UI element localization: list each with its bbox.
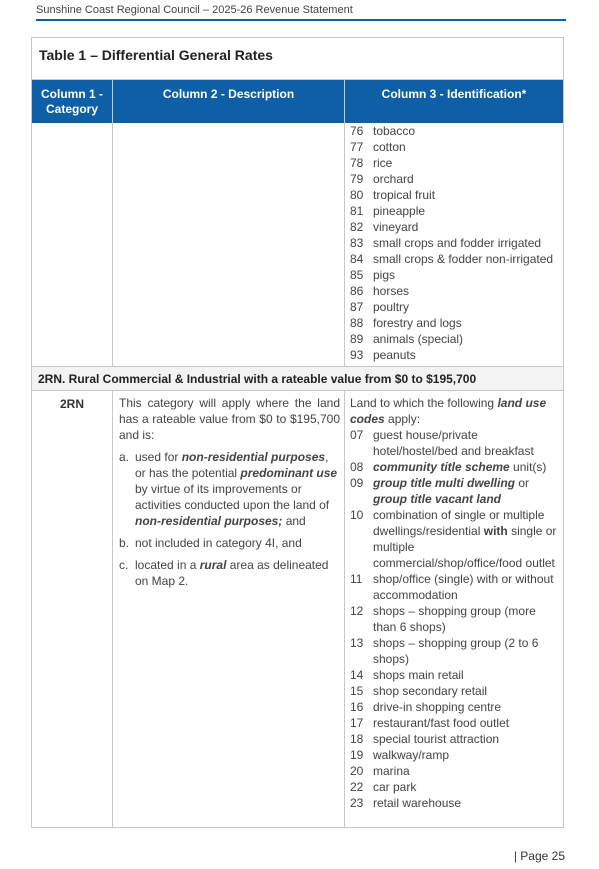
document-header: Sunshine Coast Regional Council – 2025-26 Revenue Statement: [36, 4, 566, 21]
code-line-19: 19 walkway/ramp: [350, 748, 450, 762]
column-header-category: Column 1 - Category: [32, 80, 113, 123]
code-line-85: 85 pigs: [350, 268, 396, 282]
table-row-2rn: [32, 391, 563, 828]
item-a-text: used for non-residential purposes, or has the potential predominant use by virtue of its improvements or activities conducted upon the land of non-residential purposes; and: [135, 450, 338, 528]
code-line-10: 10 combination of single or multiple dwellings/residential with single or multiple commercial/shop/office/food outlet: [350, 508, 557, 570]
table-title: Table 1 – Differential General Rates: [32, 38, 563, 80]
item-c-text: located in a rural area as delineated on Map 2.: [135, 558, 329, 588]
page-number: | Page 25: [513, 849, 565, 863]
code-line-87: 87 poultry: [350, 300, 410, 314]
description-item-c: [119, 557, 340, 589]
code-line-88: 88 forestry and logs: [350, 316, 462, 330]
code-line-15: 15 shop secondary retail: [350, 684, 488, 698]
code-line-16: 16 drive-in shopping centre: [350, 700, 502, 714]
code-line-11: 11 shop/office (single) with or without accommodation: [350, 572, 554, 602]
description-item-a: [119, 449, 340, 529]
code-line-79: 79 orchard: [350, 172, 414, 186]
code-line-13: 13 shops – shopping group (2 to 6 shops): [350, 636, 539, 666]
description-cell-2rn: [113, 391, 345, 828]
item-b-text: not included in category 4I, and: [135, 536, 302, 550]
code-line-18: 18 special tourist attraction: [350, 732, 500, 746]
code-line-17: 17 restaurant/fast food outlet: [350, 716, 510, 730]
code-line-14: 14 shops main retail: [350, 668, 464, 682]
identification-cell-continued: [345, 123, 563, 366]
description-cell-empty: [113, 123, 345, 366]
code-line-22: 22 car park: [350, 780, 417, 794]
code-line-86: 86 horses: [350, 284, 410, 298]
identification-cell-2rn: [345, 391, 563, 828]
code-line-89: 89 animals (special): [350, 332, 464, 346]
table-row-continued: [32, 123, 563, 366]
code-line-81: 81 pineapple: [350, 204, 426, 218]
category-cell-empty: [32, 123, 113, 366]
code-line-80: 80 tropical fruit: [350, 188, 436, 202]
code-line-12: 12 shops – shopping group (more than 6 shops): [350, 604, 536, 634]
code-line-77: 77 cotton: [350, 140, 406, 154]
code-line-78: 78 rice: [350, 156, 393, 170]
description-intro: This category will apply where the land has a rateable value from $0 to $195,700 and is:: [119, 396, 340, 442]
table-header-row: [32, 80, 563, 123]
code-line-83: 83 small crops and fodder irrigated: [350, 236, 542, 250]
section-heading-2rn: 2RN. Rural Commercial & Industrial with a rateable value from $0 to $195,700: [32, 366, 563, 391]
category-cell-2rn: 2RN: [32, 391, 113, 828]
differential-rates-table: [31, 37, 564, 828]
code-line-09: 09 group title multi dwelling or group title vacant land: [350, 476, 530, 506]
identification-intro: Land to which the following land use codes apply:: [350, 396, 547, 426]
code-line-93: 93 peanuts: [350, 348, 416, 362]
code-line-07: 07 guest house/private hotel/hostel/bed and breakfast: [350, 428, 534, 458]
description-item-b: [119, 535, 340, 551]
code-line-84: 84 small crops & fodder non-irrigated: [350, 252, 554, 266]
code-line-23: 23 retail warehouse: [350, 796, 462, 810]
item-letter: b.: [119, 536, 130, 550]
code-line-82: 82 vineyard: [350, 220, 419, 234]
column-header-description: Column 2 - Description: [113, 80, 345, 123]
item-letter: c.: [119, 558, 129, 572]
code-line-76: 76 tobacco: [350, 124, 416, 138]
code-line-20: 20 marina: [350, 764, 410, 778]
column-header-identification: Column 3 - Identification*: [381, 87, 527, 101]
item-letter: a.: [119, 450, 130, 464]
code-line-08: 08 community title scheme unit(s): [350, 460, 547, 474]
